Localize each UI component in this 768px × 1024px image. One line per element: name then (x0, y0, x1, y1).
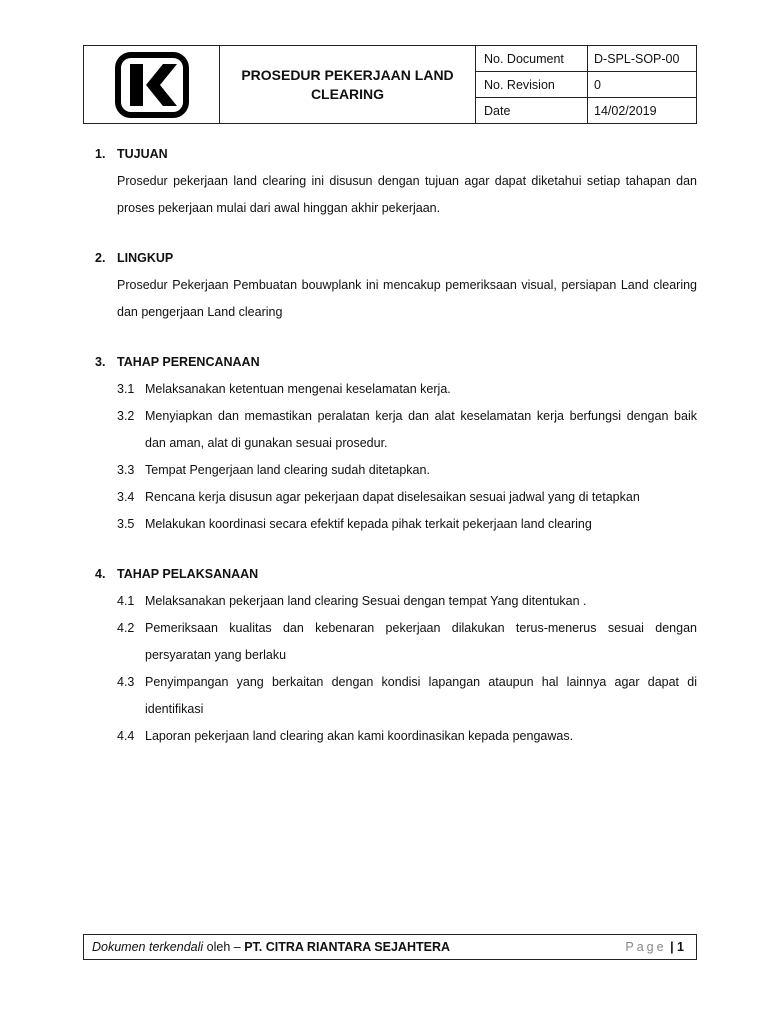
logo-cell (84, 46, 220, 123)
section-number: 1. (95, 147, 106, 161)
footer-page-indicator (625, 940, 684, 954)
meta-label: Date (476, 98, 588, 123)
list-item-text: Melaksanakan pekerjaan land clearing Sesuai dengan tempat Yang ditentukan . (145, 594, 587, 608)
list-item (95, 376, 697, 403)
section-number: 3. (95, 355, 106, 369)
list-item-text: Melaksanakan ketentuan mengenai keselamatan kerja. (145, 382, 451, 396)
section-number: 2. (95, 251, 106, 265)
section-title: TAHAP PELAKSANAAN (117, 567, 259, 581)
meta-value: 0 (594, 77, 601, 92)
section-tujuan (95, 141, 697, 222)
section-title: TAHAP PERENCANAAN (117, 355, 260, 369)
list-item-number: 3.4 (117, 490, 135, 504)
list-item-text: Pemeriksaan kualitas dan kebenaran pekerjaan dilakukan terus-menerus sesuai dengan persyaratan yang berlaku (145, 621, 697, 662)
meta-label: No. Document (476, 46, 588, 71)
document-title: PROSEDUR PEKERJAAN LAND CLEARING (220, 46, 476, 123)
list-item-number: 3.5 (117, 517, 135, 531)
meta-value: D-SPL-SOP-00 (594, 51, 680, 66)
page-number: 1 (677, 940, 684, 954)
list-item (95, 457, 697, 484)
list-item (95, 484, 697, 511)
section-title: LINGKUP (117, 251, 174, 265)
list-item-text: Menyiapkan dan memastikan peralatan kerja dan alat keselamatan kerja berfungsi dengan baik dan aman, alat di gunakan sesuai prosedur. (145, 409, 697, 450)
section-heading (95, 561, 697, 588)
section-paragraph: Prosedur Pekerjaan Pembuatan bouwplank ini mencakup pemeriksaan visual, persiapan Land clearing dan pengerjaan Land clearing (117, 278, 697, 319)
list-item-number: 4.4 (117, 729, 135, 743)
section-lingkup (95, 245, 697, 326)
section-heading (95, 141, 697, 168)
document-meta-table (476, 46, 696, 123)
list-item-text: Penyimpangan yang berkaitan dengan kondisi lapangan ataupun hal lainnya agar dapat di identifikasi (145, 675, 697, 716)
footer-company-name: PT. CITRA RIANTARA SEJAHTERA (244, 940, 450, 954)
list-item-number: 3.2 (117, 409, 135, 423)
list-item-text: Laporan pekerjaan land clearing akan kami koordinasikan kepada pengawas. (145, 729, 574, 743)
document-body (95, 141, 697, 773)
section-perencanaan (95, 349, 697, 538)
meta-row-revision (476, 72, 696, 98)
list-item-text: Tempat Pengerjaan land clearing sudah ditetapkan. (145, 463, 430, 477)
document-footer (83, 934, 697, 960)
footer-italic-text: Dokumen terkendali (92, 940, 204, 954)
list-item (95, 615, 697, 669)
page-separator: | (670, 940, 674, 954)
page-label: Page (625, 940, 667, 954)
meta-row-date (476, 98, 696, 123)
footer-middle-text: oleh – (206, 940, 241, 954)
list-item (95, 511, 697, 538)
section-pelaksanaan (95, 561, 697, 750)
company-logo-icon (115, 52, 189, 118)
list-item (95, 588, 697, 615)
list-item (95, 723, 697, 750)
list-item-text: Melakukan koordinasi secara efektif kepada pihak terkait pekerjaan land clearing (145, 517, 592, 531)
list-item (95, 403, 697, 457)
section-heading (95, 349, 697, 376)
list-item-number: 3.1 (117, 382, 135, 396)
document-header (83, 45, 697, 124)
list-item-number: 3.3 (117, 463, 135, 477)
meta-row-document (476, 46, 696, 72)
section-heading (95, 245, 697, 272)
list-item-number: 4.3 (117, 675, 135, 689)
list-item (95, 669, 697, 723)
list-item-number: 4.1 (117, 594, 135, 608)
section-number: 4. (95, 567, 106, 581)
list-item-text: Rencana kerja disusun agar pekerjaan dapat diselesaikan sesuai jadwal yang di tetapkan (145, 490, 640, 504)
footer-controlled-note (92, 940, 450, 954)
section-title: TUJUAN (117, 147, 168, 161)
list-item-number: 4.2 (117, 621, 135, 635)
meta-label: No. Revision (476, 72, 588, 97)
meta-value: 14/02/2019 (594, 103, 657, 118)
section-paragraph: Prosedur pekerjaan land clearing ini disusun dengan tujuan agar dapat diketahui setiap tahapan dan proses pekerjaan mulai dari awal hinggan akhir pekerjaan. (117, 174, 697, 215)
